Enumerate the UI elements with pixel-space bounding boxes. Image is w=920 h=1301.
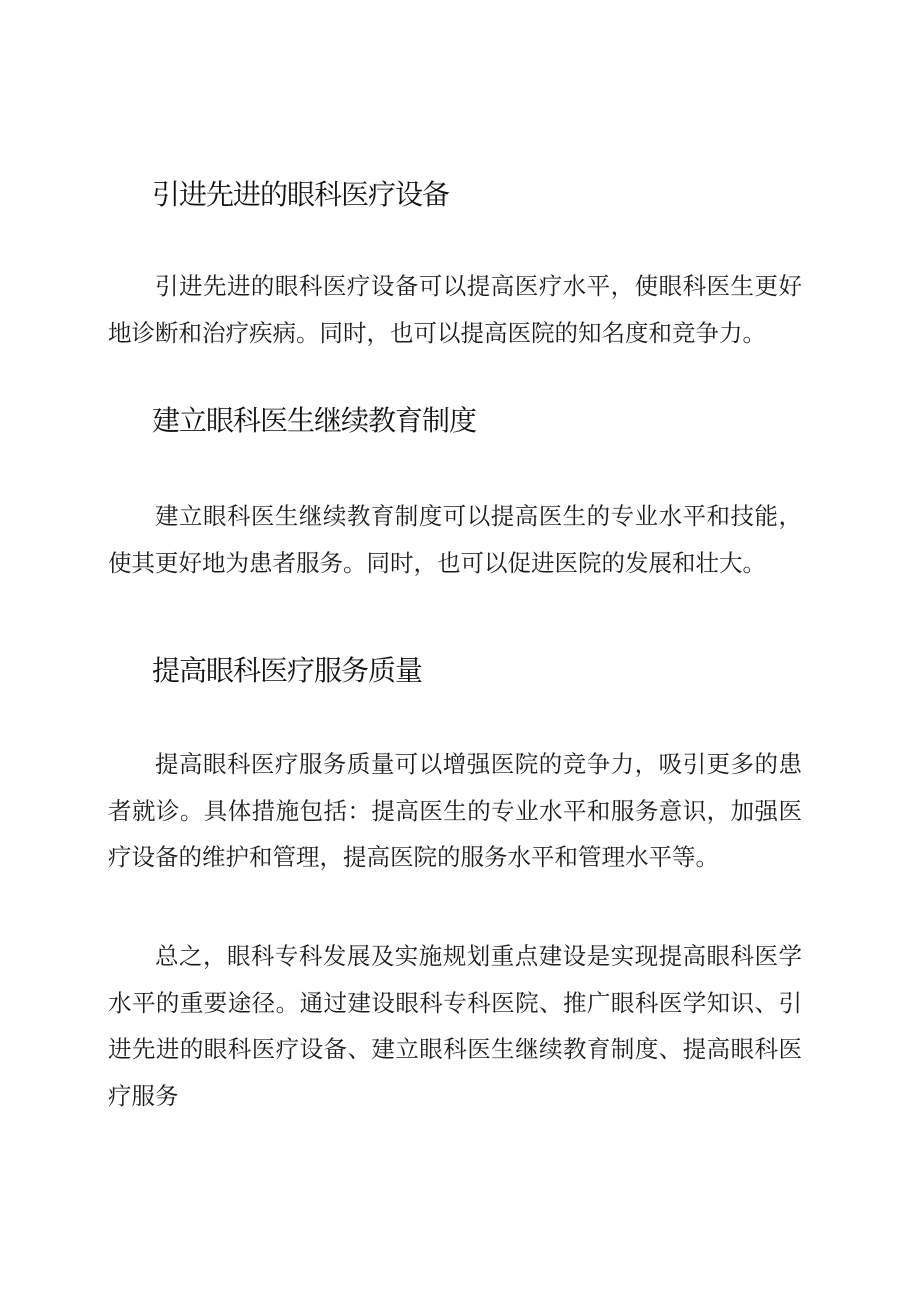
section-heading-education: 建立眼科医生继续教育制度	[152, 404, 477, 437]
section-body-education: 建立眼科医生继续教育制度可以提高医生的专业水平和技能，使其更好地为患者服务。同时，也可以促进医院的发展和壮大。	[108, 502, 802, 577]
section-body-equipment: 引进先进的眼科医疗设备可以提高医疗水平，使眼科医生更好地诊断和治疗疾病。同时，也可以提高医院的知名度和竞争力。	[108, 272, 802, 347]
conclusion-paragraph: 总之，眼科专科发展及实施规划重点建设是实现提高眼科医学水平的重要途径。通过建设眼科专科医院、推广眼科医学知识、引进先进的眼科医疗设备、建立眼科医生继续教育制度、提高眼科医疗服务	[108, 942, 802, 1110]
section-body-service-quality: 提高眼科医疗服务质量可以增强医院的竞争力，吸引更多的患者就诊。具体措施包括：提高医生的专业水平和服务意识，加强医疗设备的维护和管理，提高医院的服务水平和管理水平等。	[108, 750, 802, 871]
section-heading-equipment: 引进先进的眼科医疗设备	[152, 178, 450, 211]
section-heading-service-quality: 提高眼科医疗服务质量	[152, 654, 423, 687]
